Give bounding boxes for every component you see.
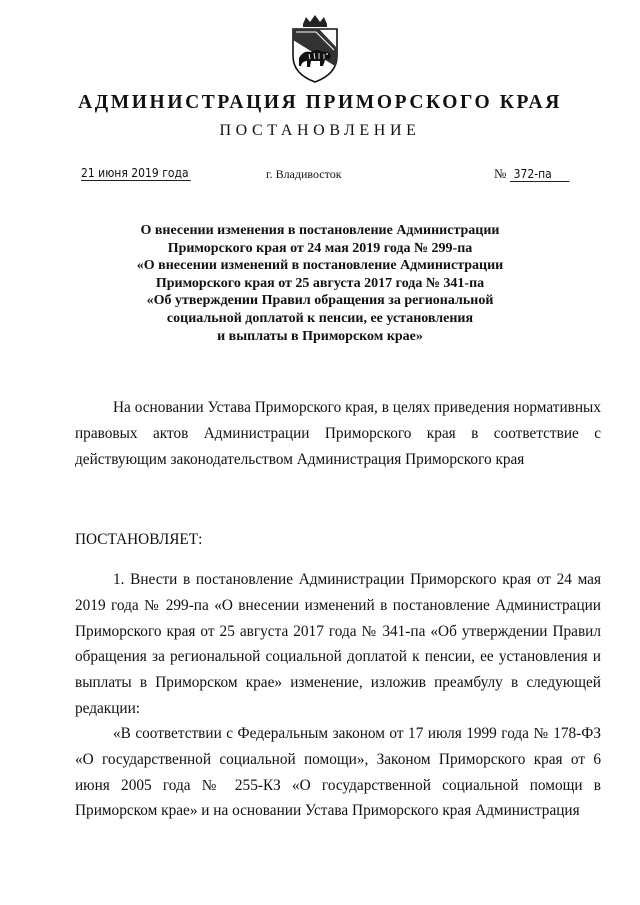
- document-city: г. Владивосток: [266, 167, 342, 181]
- title-line: Приморского края от 24 мая 2019 года № 299-па: [167, 240, 473, 256]
- new-preamble-quote: «В соответствии с Федеральным законом от 17 июля 1999 года № 178-ФЗ «О государственной социальной помощи», Законом Приморского края от 6 июня 2005 года № 255-КЗ «О государственной социальной помощи в Приморском крае» и на основании Устава Приморского края Администрация: [75, 725, 601, 820]
- number-sign: №: [494, 166, 507, 181]
- document-title: [100, 222, 540, 345]
- title-line: «О внесении изменений в постановление Администрации: [136, 258, 504, 274]
- title-line: и выплаты в Приморском крае»: [217, 328, 423, 344]
- resolves-heading: ПОСТАНОВЛЯЕТ:: [75, 531, 203, 548]
- title-line: Приморского края от 25 августа 2017 года № 341-па: [155, 275, 485, 291]
- clause-1-paragraph: 1. Внести в постановление Администрации Приморского края от 24 мая 2019 года № 299-па «О внесении изменений в постановление Администрации Приморского края от 25 августа 2017 года № 341-па «Об утверждении Правил обращения за региональной социальной доплатой к пенсии, ее установления и выплаты в Приморском крае» изменение, изложив преамбулу в следующей редакции:: [75, 571, 601, 717]
- coat-of-arms-icon: [289, 14, 341, 84]
- document-type: ПОСТАНОВЛЕНИЕ: [219, 122, 421, 139]
- organization-name: АДМИНИСТРАЦИЯ ПРИМОРСКОГО КРАЯ: [78, 92, 562, 113]
- title-line: «Об утверждении Правил обращения за региональной: [146, 293, 494, 309]
- title-line: социальной доплатой к пенсии, ее установления: [166, 310, 474, 326]
- preamble-paragraph: На основании Устава Приморского края, в целях приведения нормативных правовых актов Администрации Приморского края в соответствие с действующим законодательством Администрация Приморского края: [75, 399, 601, 468]
- document-number: [494, 166, 576, 182]
- document-meta: [0, 166, 640, 186]
- document-date: 21 июня 2019 года: [81, 166, 189, 180]
- title-line: О внесении изменения в постановление Администрации: [140, 223, 500, 238]
- number-value: 372-па: [510, 167, 569, 182]
